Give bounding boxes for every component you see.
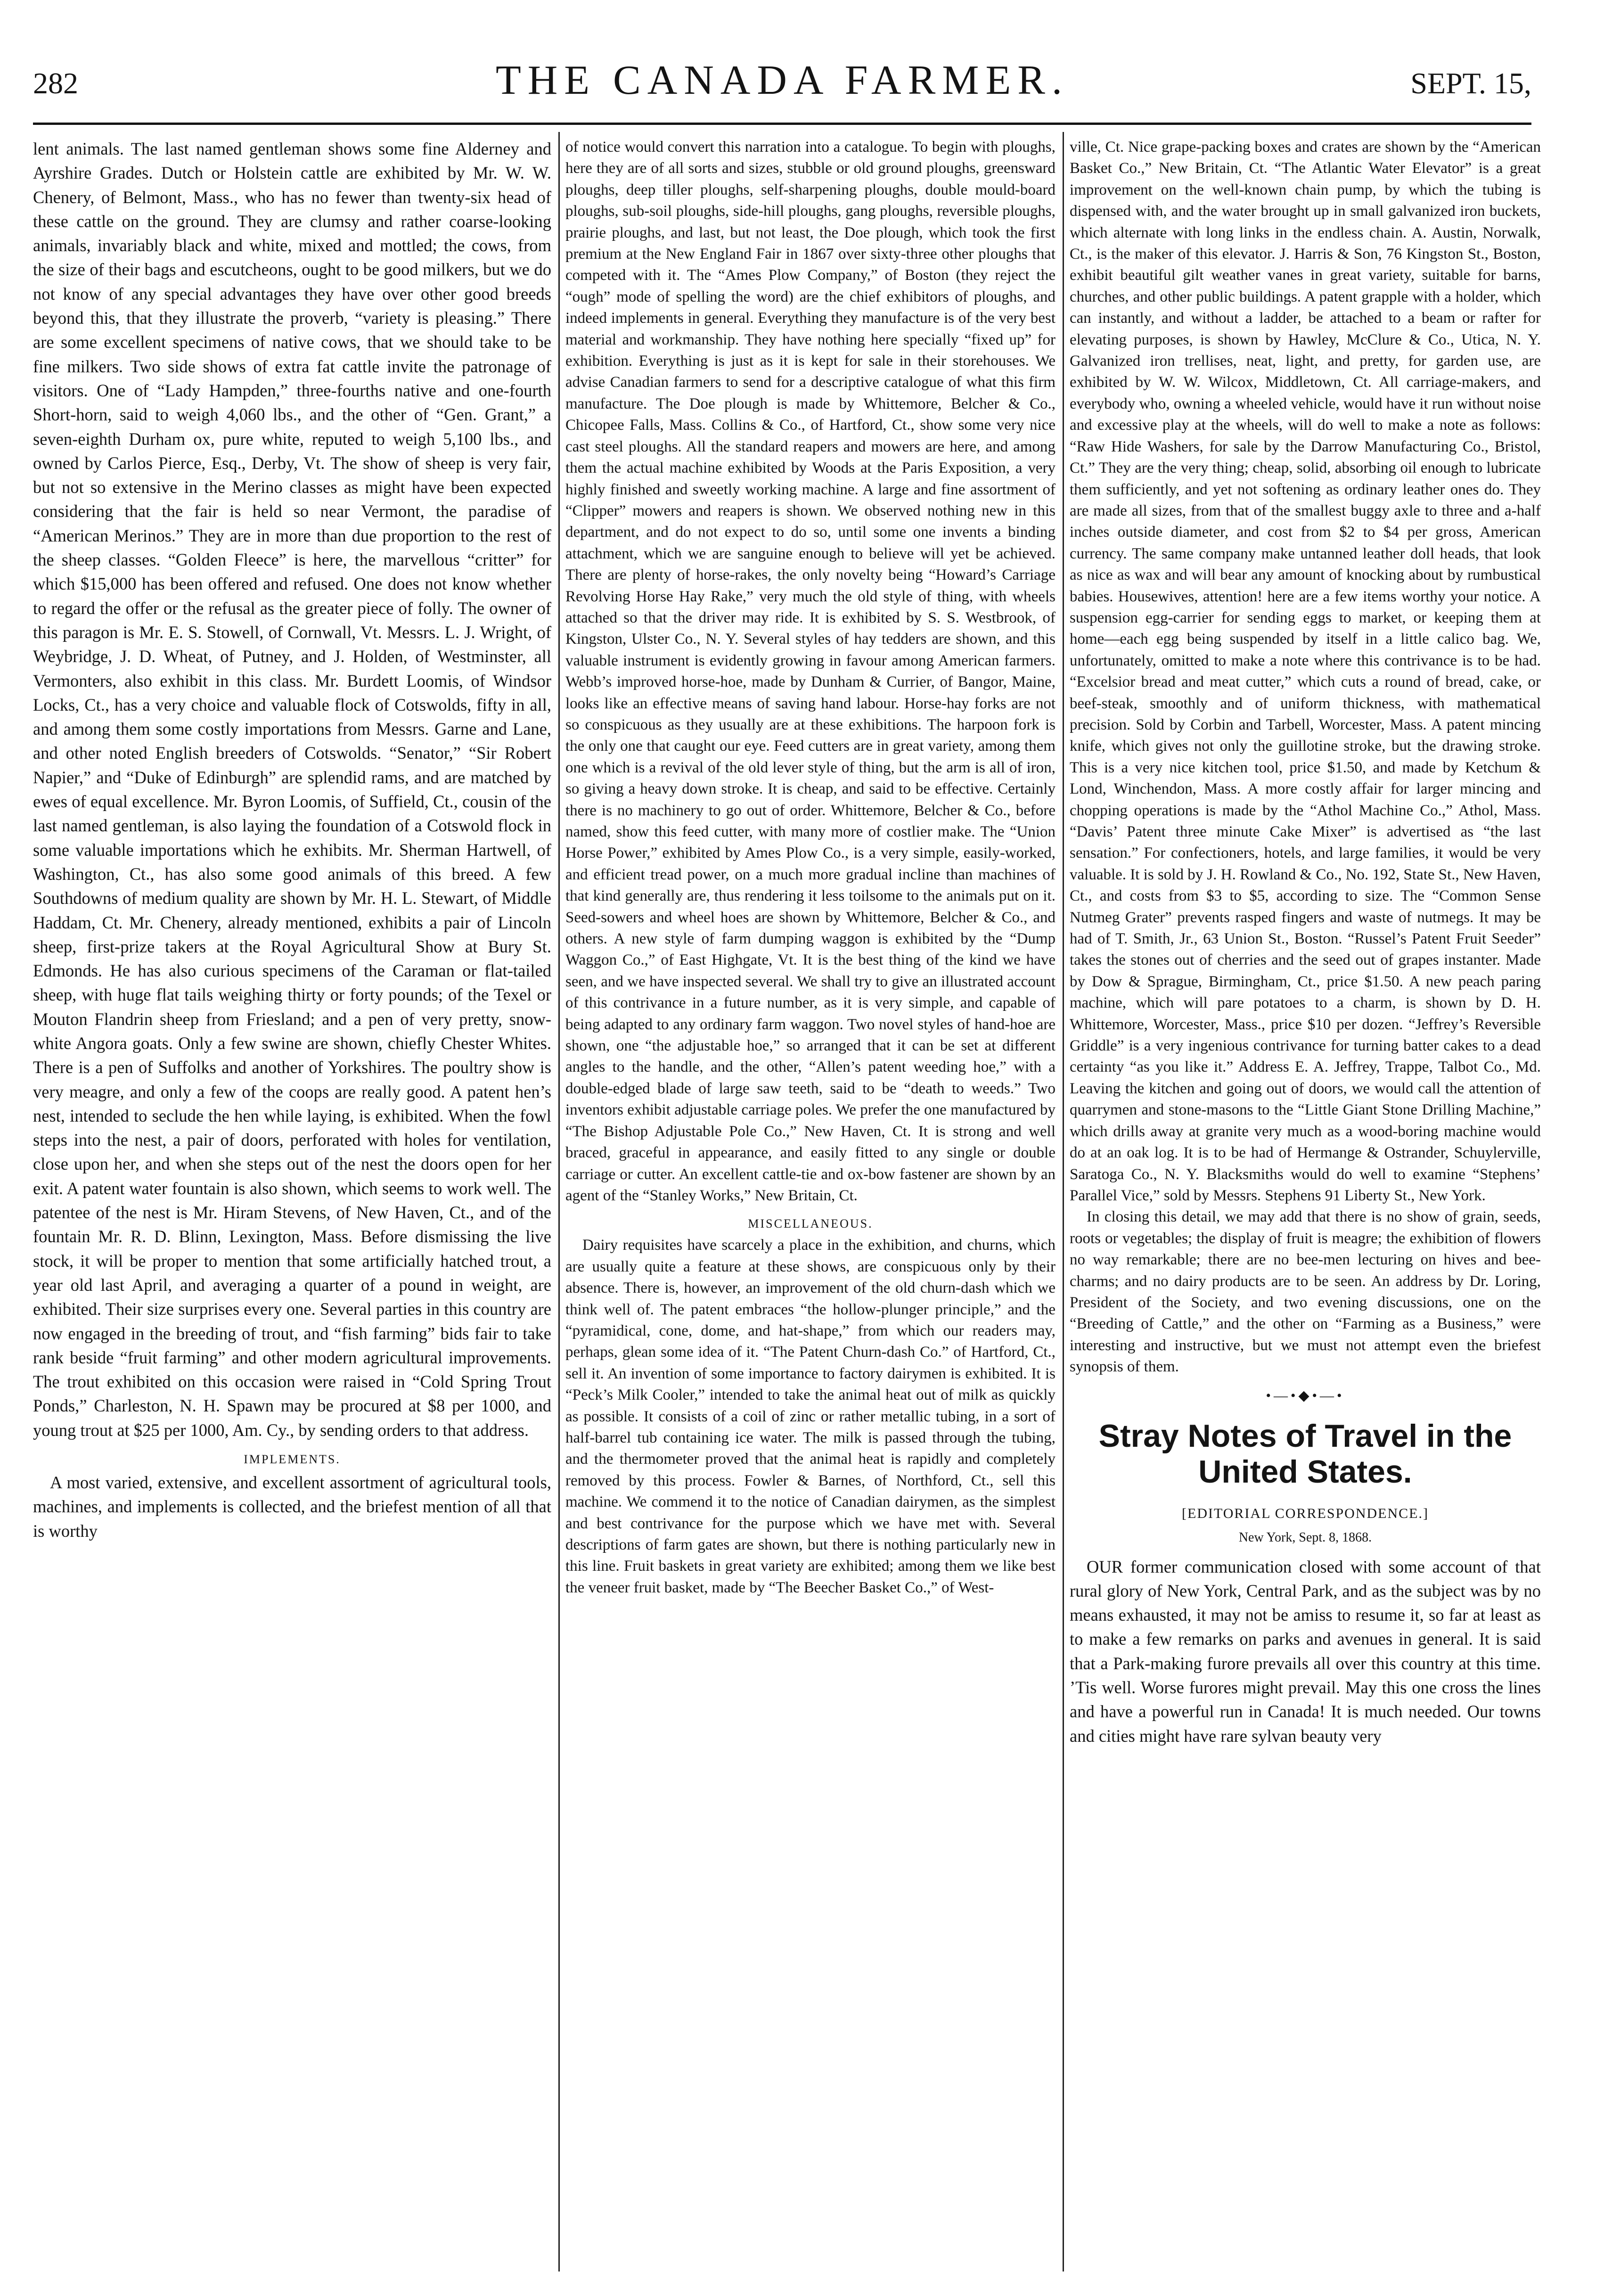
column-3 — [1070, 137, 1541, 2271]
body-paragraph: of notice would convert this narration into a catalogue. To begin with ploughs, here they are of all sorts and sizes, stubble or old ground ploughs, greensward ploughs, deep tiller ploughs, self-sharpening ploughs, double mould-board ploughs, sub-soil ploughs, side-hill ploughs, gang ploughs, reversible ploughs, prairie ploughs, and last, but not least, the Doe plough, which took the first premium at the New England Fair in 1867 over sixty-three other ploughs that competed with it. The “Ames Plow Company,” of Boston (they reject the “ough” mode of spelling the word) are the chief exhibitors of ploughs, and indeed implements in general. Everything they manufacture is of the very best material and workmanship. They have nothing here specially “fixed up” for exhibition. Everything is just as it is kept for sale in their storehouses. We advise Canadian farmers to send for a descriptive catalogue of what this firm manufacture. The Doe plough is made by Whittemore, Belcher & Co., Chicopee Falls, Mass. Collins & Co., of Hartford, Ct., show some very nice cast steel ploughs. All the standard reapers and mowers are here, and among them the actual machine exhibited by Woods at the Paris Exposition, a very highly finished and sweetly working machine. A large and fine assortment of “Clipper” mowers and reapers is shown. We observed nothing new in this department, and do not expect to do so, until some one invents a binding attachment, which we are sanguine enough to believe will yet be achieved. There are plenty of horse-rakes, the only novelty being “Howard’s Carriage Revolving Horse Hay Rake,” very much the old style of thing, with wheels attached so that the driver may ride. It is exhibited by S. S. Westbrook, of Kingston, Ulster Co., N. Y. Several styles of hay tedders are shown, and this valuable instrument is evidently growing in favour among American farmers. Webb’s improved horse-hoe, made by Dunham & Currier, of Bangor, Maine, looks like an effective means of saving hand labour. Horse-hay forks are not so conspicuous as they usually are at these exhibitions. The harpoon fork is the only one that caught our eye. Feed cutters are in great variety, among them one which is a revival of the old lever style of thing, but the arm is all of iron, so giving a heavy down stroke. It is cheap, and said to be effective. Certainly there is no machinery to go out of order. Whittemore, Belcher & Co., before named, show this feed cutter, with many more of costlier make. The “Union Horse Power,” exhibited by Ames Plow Co., is a very simple, easily-worked, and efficient tread power, on a much more gradual incline than machines of that kind generally are, thus rendering it less toilsome to the animals put on it. Seed-sowers and wheel hoes are shown by Whittemore, Belcher & Co., and others. A new style of farm dumping waggon is exhibited by the “Dump Waggon Co.,” of East Highgate, Vt. It is the best thing of the kind we have seen, and we have inspected several. We shall try to give an illustrated account of this contrivance in a future number, as it is very simple, and capable of being adapted to any ordinary farm waggon. Two novel styles of hand-hoe are shown, one “the adjustable hoe,” so arranged that it can be set at different angles to the handle, and the other, “Allen’s patent weeding hoe,” with a double-edged blade of large saw teeth, said to be “death to weeds.” Two inventors exhibit adjustable carriage poles. We prefer the one manufactured by “The Bishop Adjustable Pole Co.,” New Haven, Ct. It is strong and well braced, graceful in appearance, and easily fitted to any single or double carriage or cutter. An excellent cattle-tie and ox-bow fastener are shown by an agent of the “Stanley Works,” New Britain, Ct. — [565, 139, 1055, 1204]
body-paragraph: In closing this detail, we may add that there is no show of grain, seeds, roots or vegetables; the display of fruit is meagre; the exhibition of flowers no way remarkable; there are no bee-men lecturing on hives and bee-charms; and no dairy products are to be seen. An address by Dr. Loring, President of the Society, and two evening discussions, one on the “Breeding of Cattle,” and the other on “Farming as a Business,” were interesting and instructive, but we must not attempt even the briefest synopsis of them. — [1070, 1208, 1541, 1376]
article-dateline: New York, Sept. 8, 1868. — [1238, 1530, 1372, 1545]
body-paragraph: lent animals. The last named gentleman shows some fine Alderney and Ayrshire Grades. Dutch or Holstein cattle are exhibited by Mr. W. W. Chenery, of Belmont, Mass., who has no fewer than twenty-six head of these cattle on the ground. They are clumsy and rather coarse-looking animals, invariably black and white, mixed and mottled; the cows, from the size of their bags and escutcheons, ought to be good milkers, but we do not know of any special advantages they have over other good breeds beyond this, that they illustrate the proverb, “variety is pleasing.” There are some excellent specimens of native cows, that we should take to be fine milkers. Two side shows of extra fat cattle invite the patronage of visitors. One of “Lady Hampden,” three-fourths native and one-fourth Short-horn, said to weigh 4,060 lbs., and the other of “Gen. Grant,” a seven-eighth Durham ox, pure white, reputed to weigh 5,100 lbs., and owned by Carlos Pierce, Esq., Derby, Vt. The show of sheep is very fair, but not so extensive in the Merino classes as might have been expected considering that the fair is held so near Vermont, the paradise of “American Merinos.” They are in more than due proportion to the rest of the sheep classes. “Golden Fleece” is here, the marvellous “critter” for which $15,000 has been offered and refused. One does not know whether to regard the offer or the refusal as the greater piece of folly. The owner of this paragon is Mr. E. S. Stowell, of Cornwall, Vt. Messrs. L. J. Wright, of Weybridge, J. D. Wheat, of Putney, and J. Holden, of Westminster, all Vermonters, also exhibit in this class. Mr. Burdett Loomis, of Windsor Locks, Ct., has a very choice and valuable flock of Cotswolds, fifty in all, and among them some costly importations from Messrs. Garne and Lane, and other noted English breeders of Cotswolds. “Senator,” “Sir Robert Napier,” and “Duke of Edinburgh” are splendid rams, and are matched by ewes of equal excellence. Mr. Byron Loomis, of Suffield, Ct., cousin of the last named gentleman, is also laying the foundation of a Cotswold flock in some valuable importations which he exhibits. Mr. Sherman Hartwell, of Washington, Ct., has also some good animals of this breed. A few Southdowns of medium quality are shown by Mr. H. L. Stewart, of Middle Haddam, Ct. Mr. Chenery, already mentioned, exhibits a pair of Lincoln sheep, first-prize takers at the Royal Agricultural Show at Bury St. Edmonds. He has also curious specimens of the Caraman or flat-tailed sheep, with huge flat tails weighing thirty or forty pounds; of the Texel or Mouton Flandrin sheep from Friesland; and a pen of very pretty, snow-white Angora goats. Only a few swine are shown, chiefly Chester Whites. There is a pen of Suffolks and another of Yorkshires. The poultry show is very meagre, and only a few of the coops are really good. A patent hen’s nest, intended to seclude the hen while laying, is exhibited. When the fowl steps into the nest, a pair of doors, perforated with holes for ventilation, close upon her, and when she steps out of the nest the doors open for her exit. A patent water fountain is also shown, which seems to work well. The patentee of the nest is Mr. Hiram Stevens, of New Haven, Ct., and of the fountain Mr. R. D. Blinn, Lexington, Mass. Before dismissing the live stock, it will be proper to mention that some artificially hatched trout, a year old last April, and averaging a quarter of a pound in weight, are exhibited. Their size surprises every one. Several parties in this country are now engaged in the breeding of trout, and “fish farming” bids fair to take rank beside “fruit farming” and other modern agricultural improvements. The trout exhibited on this occasion were raised in “Cold Spring Trout Ponds,” Charleston, N. H. Spawn may be procured at $8 per 1000, and young trout at $25 per 1000, Am. Cy., by sending orders to that address. — [33, 139, 551, 1440]
page-header — [33, 47, 1531, 123]
header-rule — [33, 123, 1531, 125]
column-divider — [558, 132, 560, 2271]
article-title: Stray Notes of Travel in the United States. — [1098, 1418, 1512, 1490]
body-paragraph: OUR former communication closed with some account of that rural glory of New York, Central Park, and as the subject was by no means exhausted, it may not be amiss to resume it, so far at least as to make a few remarks on parks and avenues in general. It is said that a Park-making furore prevails all over this country at this time. ’Tis well. Worse furores might prevail. May this one cross the lines and have a powerful run in Canada! It is much needed. Our towns and cities might have rare sylvan beauty very — [1070, 1557, 1541, 1746]
body-paragraph: Dairy requisites have scarcely a place in the exhibition, and churns, which are usually quite a feature at these shows, are conspicuous only by their absence. There is, however, an improvement of the old churn-dash which we think well of. The patent embraces “the hollow-plunger principle,” and the “pyramidical, cone, dome, and hat-shape,” from which our readers may, perhaps, glean some idea of it. “The Patent Churn-dash Co.” of Hartford, Ct., sell it. An invention of some importance to factory dairymen is exhibited. It is “Peck’s Milk Cooler,” intended to take the animal heat out of milk as quickly as possible. It consists of a coil of zinc or rather metallic tubing, in a sort of half-barrel tub containing ice water. The milk is passed through the tubing, and the thermometer proved that the animal heat is rapidly and completely removed by this process. Fowler & Barnes, of Northford, Ct., sell this machine. We commend it to the notice of Canadian dairymen, as the simplest and best contrivance for the purpose which we have met with. Several descriptions of farm gates are shown, but there is nothing particularly new in this line. Fruit baskets in great variety are exhibited; among them we like best the veneer fruit basket, made by “The Beecher Basket Co.,” of West- — [565, 1237, 1055, 1596]
issue-date: SEPT. 15, — [1410, 66, 1531, 100]
section-heading-implements: IMPLEMENTS. — [244, 1452, 341, 1467]
page-number: 282 — [33, 66, 78, 100]
column-1 — [33, 137, 551, 2271]
section-ornament: •—•◆•—• — [1266, 1387, 1345, 1403]
article-subheading: [EDITORIAL CORRESPONDENCE.] — [1182, 1505, 1429, 1521]
body-paragraph: A most varied, extensive, and excellent assortment of agricultural tools, machines, and implements is collected, and the briefest mention of all that is worthy — [33, 1473, 551, 1541]
masthead-title: THE CANADA FARMER. — [495, 57, 1069, 103]
column-2 — [565, 137, 1055, 2271]
section-heading-miscellaneous: MISCELLANEOUS. — [748, 1217, 873, 1231]
column-divider — [1063, 132, 1064, 2271]
body-paragraph: ville, Ct. Nice grape-packing boxes and crates are shown by the “American Basket Co.,” New Britain, Ct. “The Atlantic Water Elevator” is a great improvement on the well-known chain pump, by which the tubing is dispensed with, and the water brought up in small galvanized iron buckets, which alternate with long links in the endless chain. A. Austin, Norwalk, Ct., is the maker of this elevator. J. Harris & Son, 76 Kingston St., Boston, exhibit beautiful gilt weather vanes in great variety, suitable for barns, churches, and other public buildings. A patent grapple with a holder, which can instantly, and without a ladder, be attached to a beam or rafter for elevating purposes, is shown by Hawley, McClure & Co., Utica, N. Y. Galvanized iron trellises, neat, light, and pretty, for garden use, are exhibited by W. W. Wilcox, Middletown, Ct. All carriage-makers, and everybody who, owning a wheeled vehicle, would have it run without noise and excessive play at the wheels, will do well to make a note as follows: “Raw Hide Washers, for sale by the Darrow Manufacturing Co., Bristol, Ct.” They are the very thing; cheap, solid, absorbing oil enough to lubricate them sufficiently, and yet not softening as ordinary leather ones do. They are made all sizes, from that of the smallest buggy axle to three and a-half inches outside diameter, and cost from $2 to $4 per gross, American currency. The same company make untanned leather doll heads, that look as nice as wax and will bear any amount of knocking about by rumbustical babies. Housewives, attention! here are a few items worthy your notice. A suspension egg-carrier for sending eggs to market, or keeping them at home—each egg being suspended by itself in a little calico bag. We, unfortunately, omitted to make a note where this contrivance is to be had. “Excelsior bread and meat cutter,” which cuts a round of bread, cake, or beef-steak, smoothly and of uniform thickness, with mathematical precision. Sold by Corbin and Tarbell, Worcester, Mass. A patent mincing knife, which gives not only the guillotine stroke, but the drawing stroke. This is a very nice kitchen tool, price $1.50, and made by Ketchum & Lond, Winchendon, Mass. A more costly affair for larger mincing and chopping operations is made by the “Athol Machine Co.,” Athol, Mass. “Davis’ Patent three minute Cake Mixer” is advertised as “the last sensation.” For confectioners, hotels, and large families, it would be very valuable. It is sold by J. H. Rowland & Co., No. 192, State St., New Haven, Ct., and costs from $3 to $5, according to size. The “Common Sense Nutmeg Grater” prevents rasped fingers and waste of nutmegs. It may be had of T. Smith, Jr., 63 Union St., Boston. “Russel’s Patent Fruit Seeder” takes the stones out of cherries and the seed out of grapes instanter. Made by Dow & Sprague, Birmingham, Ct., price $1.50. A new peach paring machine, which will pare potatoes to a charm, is shown by D. H. Whittemore, Worcester, Mass., price $10 per dozen. “Jeffrey’s Reversible Griddle” is a very ingenious contrivance for turning batter cakes to a dead certainty “as you like it.” Address E. A. Jeffrey, Trappe, Talbot Co., Md. Leaving the kitchen and going out of doors, we would call the attention of quarrymen and stone-masons to the “Little Giant Stone Drilling Machine,” which drills away at granite very much as a wood-boring machine would do at an oak log. It is to be had of Hermange & Ostrander, Schuylerville, Saratoga Co., N. Y. Blacksmiths would do well to examine “Stephens’ Parallel Vice,” sold by Messrs. Stephens 91 Liberty St., New York. — [1070, 139, 1541, 1204]
